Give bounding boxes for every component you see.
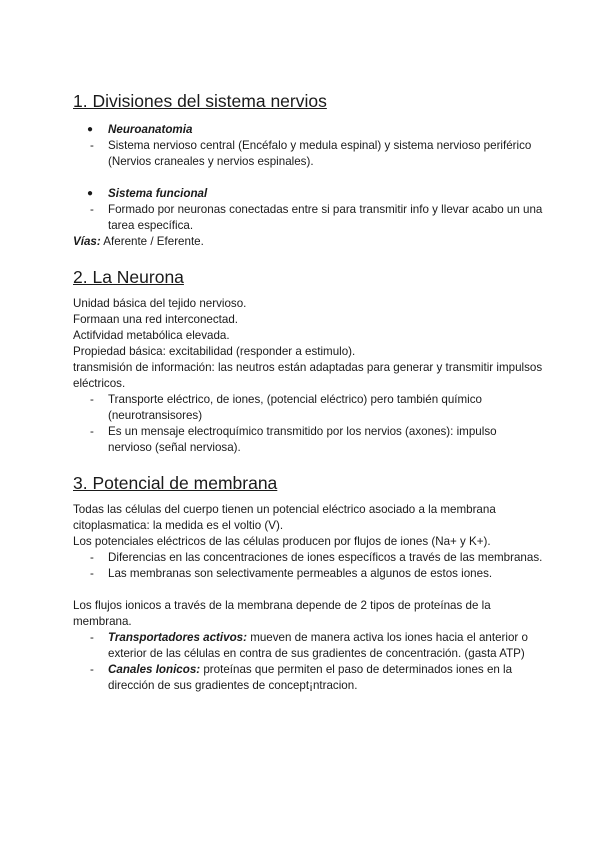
dash-item-transportadores bbox=[73, 630, 543, 662]
section-heading-potencial: 3. Potencial de membrana bbox=[73, 473, 278, 493]
bullet-title: Sistema funcional bbox=[108, 187, 208, 200]
paragraph-line: transmisión de información: las neutros están adaptadas para generar y transmitir impulsos eléctricos. bbox=[73, 361, 543, 390]
dash-item bbox=[73, 550, 543, 566]
item-label: Canales Ionicos: bbox=[108, 663, 201, 676]
item-text: Sistema nervioso central (Encéfalo y medula espinal) y sistema nervioso periférico (Nervios craneales y nervios espinales). bbox=[108, 139, 532, 168]
paragraph: Los flujos ionicos a través de la membrana depende de 2 tipos de proteínas de la membrana. bbox=[73, 599, 491, 628]
vias-text: Aferente / Eferente. bbox=[100, 235, 204, 248]
page-content bbox=[73, 90, 543, 694]
vias-line bbox=[73, 234, 543, 250]
dash-icon: - bbox=[90, 203, 94, 216]
vias-label: Vías: bbox=[73, 235, 101, 248]
bullet-icon: ● bbox=[87, 188, 94, 199]
dash-icon: - bbox=[90, 393, 94, 406]
dash-item-neuroanatomia bbox=[73, 138, 543, 170]
item-text: Las membranas son selectivamente permeables a algunos de estos iones. bbox=[108, 567, 493, 580]
dash-item bbox=[73, 566, 543, 582]
item-text: Es un mensaje electroquímico transmitido por los nervios (axones): impulso nervioso (señal nerviosa). bbox=[108, 425, 497, 454]
dash-icon: - bbox=[90, 425, 94, 438]
item-text: Formado por neuronas conectadas entre si para transmitir info y llevar acabo un una tarea específica. bbox=[108, 203, 543, 232]
paragraph-line: Unidad básica del tejido nervioso. bbox=[73, 297, 247, 310]
dash-item-sistema-funcional bbox=[73, 202, 543, 234]
bullet-item-sistema-funcional bbox=[73, 186, 543, 202]
paragraph-line: Propiedad básica: excitabilidad (responder a estimulo). bbox=[73, 345, 356, 358]
item-text: proteínas que permiten el paso de determinados iones en la dirección de sus gradientes de concept¡ntracion. bbox=[108, 663, 513, 692]
bullet-item-neuroanatomia bbox=[73, 122, 543, 138]
paragraph-line: Formaan una red interconectad. bbox=[73, 313, 238, 326]
paragraph: Todas las células del cuerpo tienen un potencial eléctrico asociado a la membrana citoplasmatica: la medida es el voltio (V). bbox=[73, 503, 496, 532]
item-text: Diferencias en las concentraciones de iones específicos a través de las membranas. bbox=[108, 551, 543, 564]
item-text: Transporte eléctrico, de iones, (potencial eléctrico) pero también químico (neurotransisores) bbox=[108, 393, 482, 422]
section-heading-neurona: 2. La Neurona bbox=[73, 267, 184, 287]
dash-item bbox=[73, 424, 543, 456]
dash-icon: - bbox=[90, 567, 94, 580]
item-label: Transportadores activos: bbox=[108, 631, 247, 644]
dash-icon: - bbox=[90, 663, 94, 676]
dash-item-canales bbox=[73, 662, 543, 694]
bullet-icon: ● bbox=[87, 124, 94, 135]
paragraph-line: Actifvidad metabólica elevada. bbox=[73, 329, 230, 342]
dash-icon: - bbox=[90, 631, 94, 644]
paragraph: Los potenciales eléctricos de las células producen por flujos de iones (Na+ y K+). bbox=[73, 535, 491, 548]
section-heading-divisiones: 1. Divisiones del sistema nervios bbox=[73, 91, 327, 111]
bullet-title: Neuroanatomia bbox=[108, 123, 193, 136]
item-text: mueven de manera activa los iones hacia el anterior o exterior de las células en contra de sus gradientes de concentración. (gasta ATP) bbox=[108, 631, 528, 660]
dash-item bbox=[73, 392, 543, 424]
dash-icon: - bbox=[90, 139, 94, 152]
dash-icon: - bbox=[90, 551, 94, 564]
